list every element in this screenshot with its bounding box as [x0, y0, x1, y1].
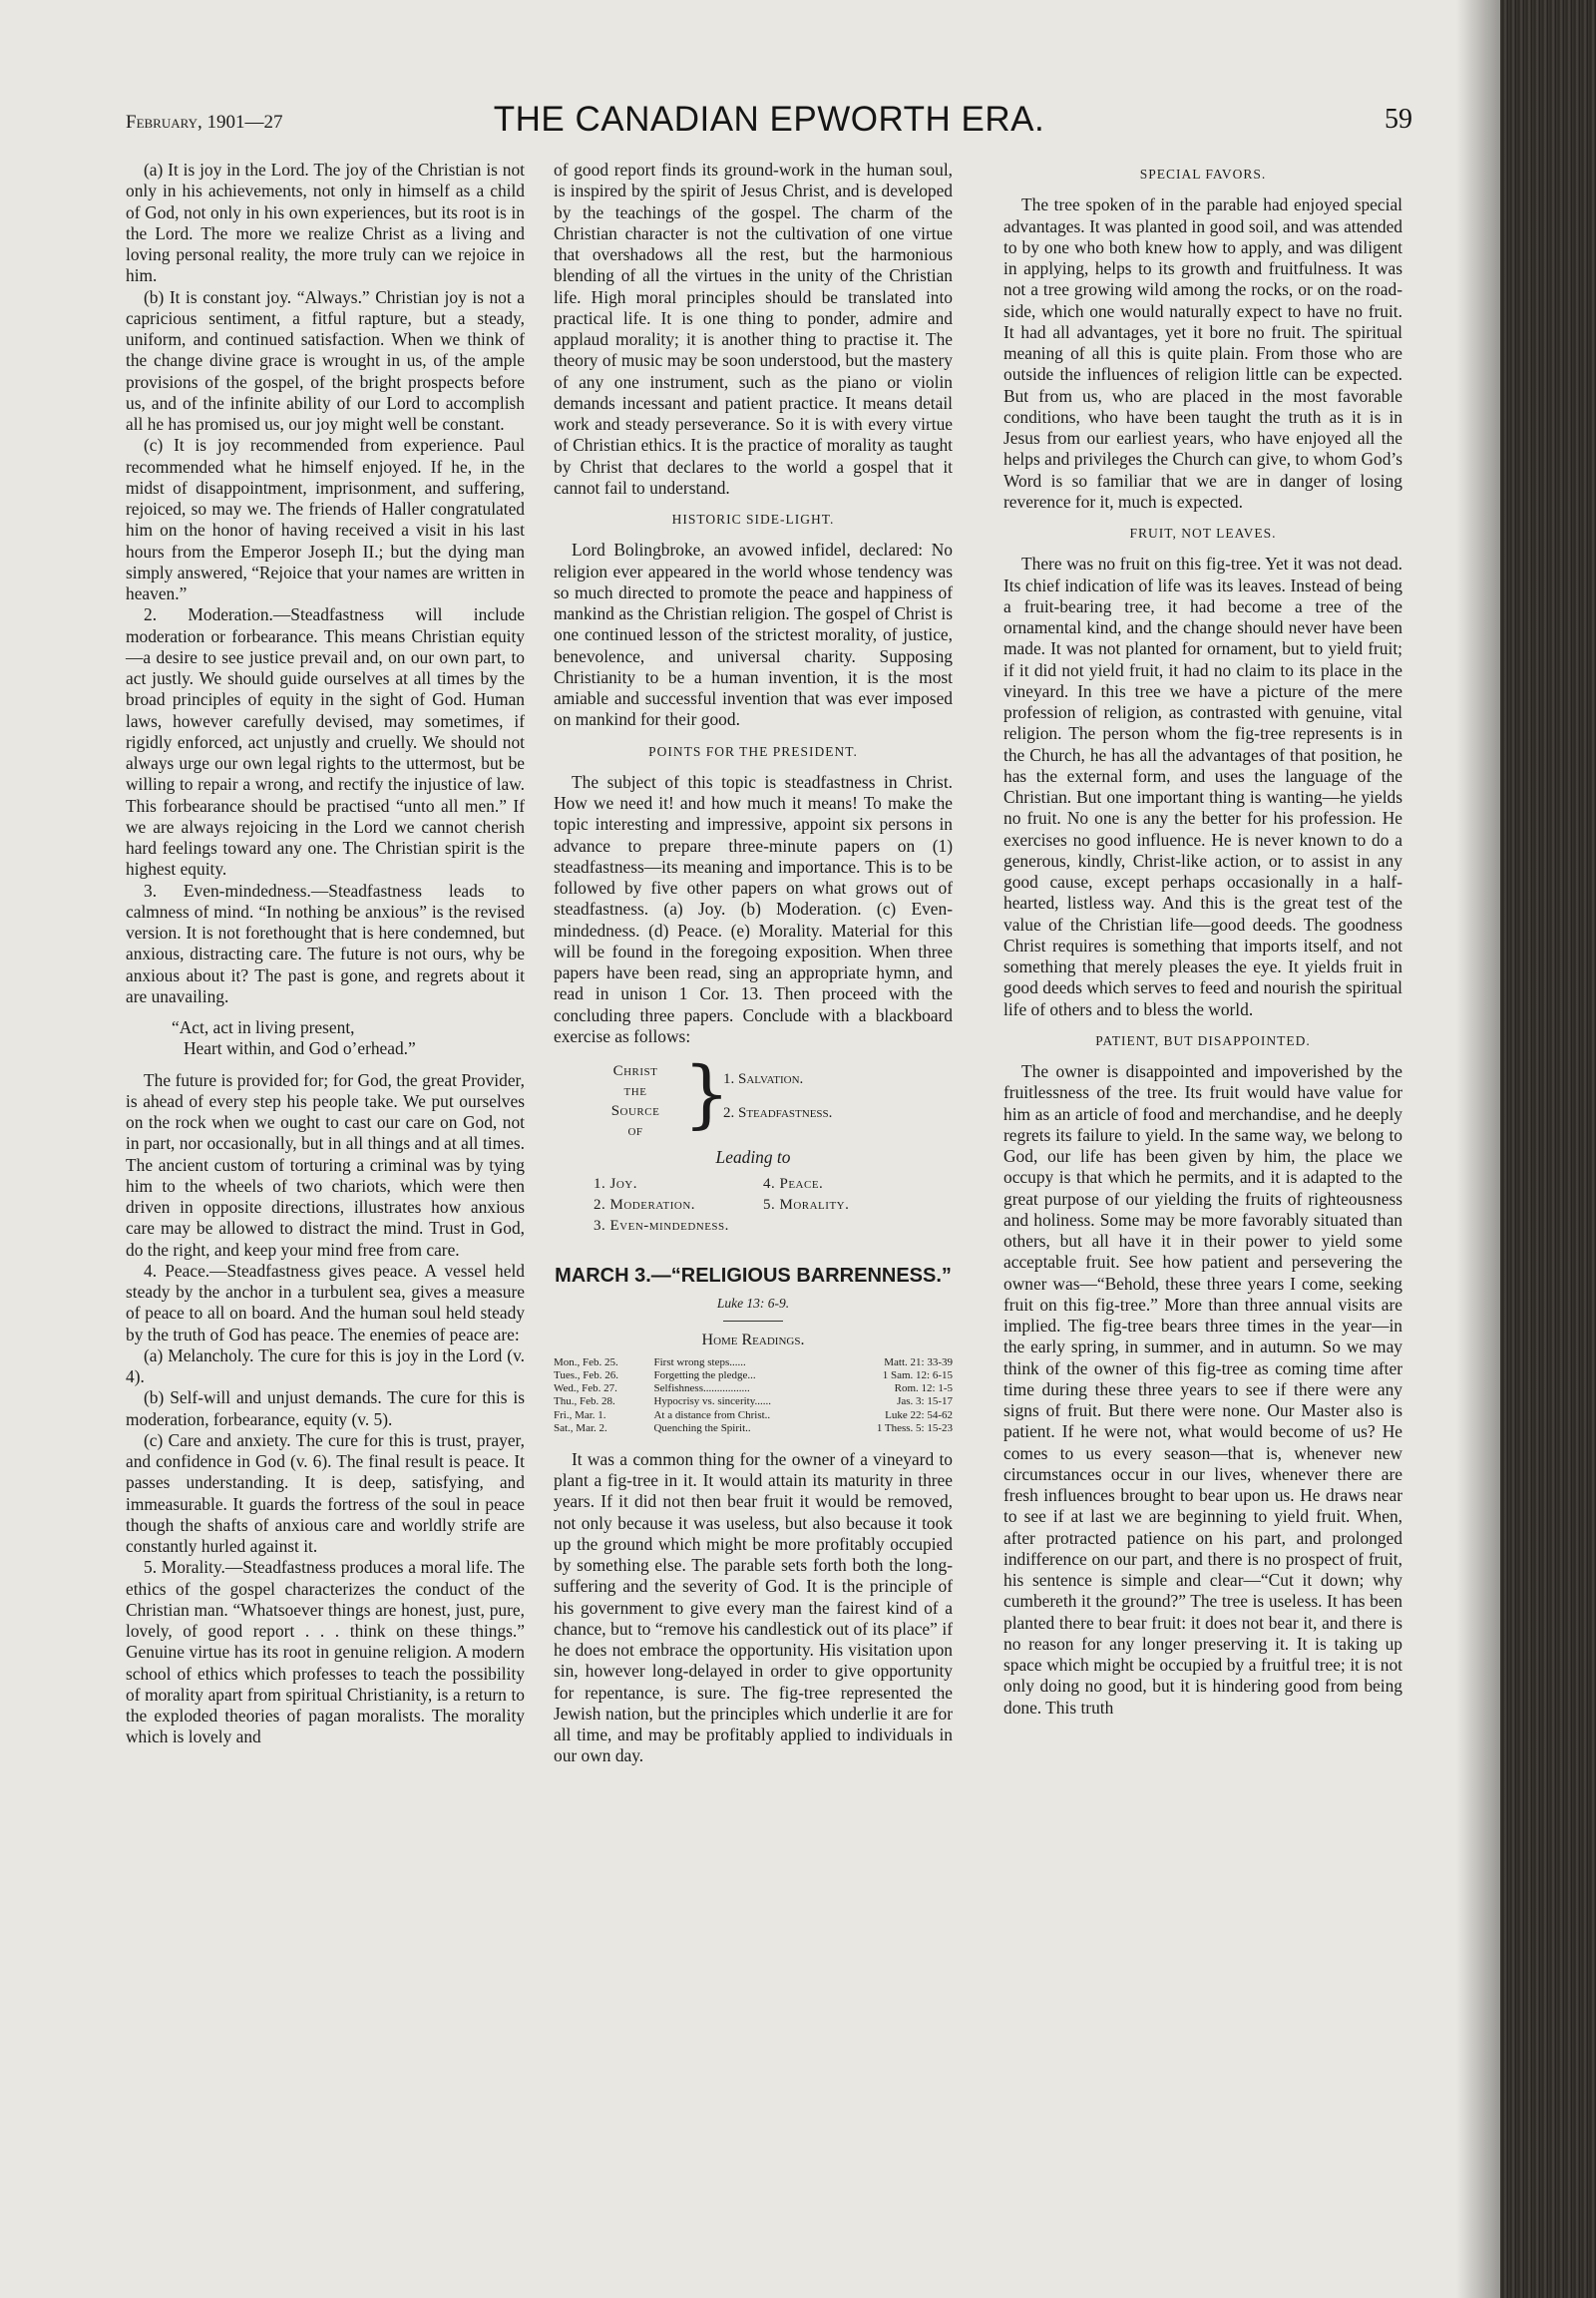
divider: [723, 1321, 783, 1322]
table-row: [554, 1422, 953, 1435]
blackboard-word: Source: [610, 1103, 660, 1119]
publication-title: THE CANADIAN EPWORTH ERA.: [493, 100, 1045, 139]
blackboard-item: 1. Salvation.: [723, 1071, 804, 1087]
reading-ref: Jas. 3: 15-17: [897, 1395, 953, 1408]
blackboard-list-item: 4. Peace.: [763, 1176, 824, 1193]
blackboard-item: 2. Steadfastness.: [723, 1105, 833, 1121]
brace-glyph: }: [683, 1051, 731, 1137]
home-readings-title: Home Readings.: [701, 1331, 805, 1348]
lesson-heading: MARCH 3.—“RELIGIOUS BARRENNESS.”: [555, 1265, 952, 1288]
reading-ref: 1 Thess. 5: 15-23: [876, 1421, 953, 1434]
reading-day: Sat., Mar. 2.: [554, 1421, 607, 1434]
blackboard-left: [596, 1061, 675, 1141]
blackboard-list-item: 5. Morality.: [763, 1197, 850, 1214]
blackboard-list-item: 1. Joy.: [594, 1176, 637, 1193]
section-heading: PATIENT, BUT DISAPPOINTED.: [1095, 1032, 1311, 1048]
section-heading: SPECIAL FAVORS.: [1139, 167, 1267, 182]
paragraph: (b) It is constant joy. “Always.” Christian joy is not a capricious sentiment, a fitful rapture, but a steady, uniform, and continued satisfaction. When we think of the change divine grace is wrought in us, of the ample provisions of the gospel, of the bright prospects before us, and of the infinite ability of our Lord to accomplish all he has promised us, our joy might well be constant.: [126, 286, 525, 434]
reading-ref: Rom. 12: 1-5: [894, 1382, 953, 1395]
reading-ref: Luke 22: 54-62: [885, 1408, 953, 1421]
reading-day: Mon., Feb. 25.: [554, 1355, 618, 1368]
home-readings-table: [554, 1356, 953, 1435]
paragraph: 2. Moderation.—Steadfastness will include moderation or forbearance. This means Christian equity—a desire to see justice prevail and, on our own part, to act justly. We should guide ourselves at all times by the broad principles of equity in the sight of God. Human laws, however carefully devised, may sometimes, if rigidly enforced, act unjustly and cruelly. We should not always urge our own legal rights to the uttermost, but be willing to repair a wrong, and rectify the injustice of law. This forbearance should be practised “unto all men.” If we are always rejoicing in the Lord we cannot cherish hard feelings toward any one. The Christian spirit is the highest equity.: [126, 604, 525, 880]
lesson-reference: Luke 13: 6-9.: [716, 1296, 790, 1312]
page-header: [126, 100, 1412, 146]
table-row: [554, 1409, 953, 1422]
section-heading: POINTS FOR THE PRESIDENT.: [648, 743, 858, 759]
paragraph: The owner is disappointed and impoverished by the fruitlessness of the tree. Its fruit would have value for him as an article of food and merchandise, and he deeply regrets its failure to yield. In the same way, we belong to God, our life has been given by him, the place we occupy is that which he permits, and it is adapted to the great purpose of our yielding the fruits of righteousness and holiness. Some may be more favorably situated than others, but all have it in their power to yield some acceptable fruit. See how patient and persevering the owner was—“Behold, these three years I come, seeking fruit on this fig-tree.” More than three annual visits are implied. The fig-tree bears three times in the year—in the early spring, in summer, and in autumn. So we may think of the owner of this fig-tree as coming time after time during these three years to see if there were any signs of fruit. But there were none. Our Master also is patient. If he were not, what would become of us? He comes to us every season—that is, whenever new circumstances occur in our lives, whenever there are fresh influences brought to bear upon us. He draws near to see if at last we are beginning to yield fruit. When, after protracted patience on his part, and prolonged indifference on our part, and there is no prospect of fruit, his sentence is simple and clear—“Cut it down; why cumbereth it the ground?” The tree is useless. It has been planted there to bear fruit: it does not bear it, and there is no reason for any longer preserving it. It is taking up space which might be occupied by a fruitful tree; it is not only doing no good, but it is hindering good from being done. This truth: [1003, 1061, 1402, 1718]
reading-ref: Matt. 21: 33-39: [884, 1355, 953, 1368]
table-row: [554, 1382, 953, 1395]
blackboard-list-item: 2. Moderation.: [594, 1197, 696, 1214]
paragraph: 4. Peace.—Steadfastness gives peace. A vessel held steady by the anchor in a turbulent sea, gives a measure of peace to all on board. And the human soul held steady by the truth of God has peace. The enemies of peace are:: [126, 1260, 525, 1344]
paragraph: (c) Care and anxiety. The cure for this is trust, prayer, and confidence in God (v. 6). The final result is peace. It passes understanding. It is deep, satisfying, and immeasurable. It guards the fortress of the soul in peace though the shafts of anxious care and worldly strife are constantly hurled against it.: [126, 1429, 525, 1556]
reading-day: Tues., Feb. 26.: [554, 1368, 618, 1381]
verse-quote: [172, 1017, 525, 1060]
reading-ref: 1 Sam. 12: 6-15: [882, 1368, 953, 1381]
section-heading: FRUIT, NOT LEAVES.: [1129, 526, 1277, 541]
blackboard-leading: Leading to: [715, 1147, 791, 1167]
blackboard-word: of: [627, 1123, 643, 1139]
page-number: 59: [1385, 104, 1412, 135]
paragraph: 5. Morality.—Steadfastness produces a moral life. The ethics of the gospel characterizes the conduct of the Christian man. “Whatsoever things are honest, just, pure, lovely, of good report . . . think on these things.” Genuine virtue has its root in genuine religion. A modern school of ethics which professes to teach the possibility of morality apart from spiritual Christianity, is a return to the exploded theories of pagan moralists. The morality which is lovely and: [126, 1557, 525, 1747]
gutter-shadow: [1456, 0, 1500, 2298]
paragraph: The future is provided for; for God, the great Provider, is ahead of every step his people take. We put ourselves on the rock when we ought to cast our care on God, not in part, nor occasionally, but in all things and at all times. The ancient custom of torturing a criminal was by tying him to the wheels of two chariots, which were then driven in opposite directions, illustrates how anxious care may be allowed to distract the mind. Trust in God, do the right, and keep your mind free from care.: [126, 1069, 525, 1260]
blackboard-list-item: 3. Even-mindedness.: [594, 1218, 729, 1235]
verse-line: Heart within, and God o’erhead.”: [184, 1038, 416, 1059]
column-3: [1003, 160, 1402, 1719]
issue-date: February, 1901—27: [126, 112, 283, 133]
paragraph: of good report finds its ground-work in the human soul, is inspired by the spirit of Jesus Christ, and is developed by the teachings of the gospel. The charm of the Christian character is not the cultivation of one virtue that overshadows all the rest, but the harmonious blending of all the virtues in the unity of the Christian life. High moral principles should be translated into practical life. It is one thing to ponder, admire and applaud morality; it is another thing to practise it. The theory of music may be soon understood, but the mastery of any one instrument, such as the piano or violin demands incessant and patient practice. It means detail work and steady perseverance. So it is with every virtue of Christian ethics. It is the practice of morality as taught by Christ that declares to the world a gospel that it cannot fail to understand.: [554, 160, 953, 498]
paragraph: There was no fruit on this fig-tree. Yet it was not dead. Its chief indication of life was its leaves. Instead of being a fruit-bearing tree, it had become a tree of the ornamental kind, and the change should never have been made. It was not planted for ornament, but to yield fruit; if it did not yield fruit, it had no claim to its place in the vineyard. In this tree we have a picture of the mere profession of religion, as contrasted with genuine, vital religion. The person whom the fig-tree represents is in the Church, he has all the advantages of that position, he has the external form, and uses the language of the Christian. But one important thing is wanting—he yields no fruit. No one is any the better for his profession. He exercises no good influence. He is never known to do a generous, kindly, Christ-like action, or to assist in any good cause, except perhaps occasionally in a half-hearted, listless way. And this is the great test of the value of the Christian life—good deeds. The goodness Christ requires is something that imports itself, and not something that merely pleases the eye. It yields fruit in good deeds which serves to feed and nourish the spiritual life of others and to bless the world.: [1003, 554, 1402, 1019]
reading-text: At a distance from Christ..: [653, 1408, 771, 1421]
paragraph: Lord Bolingbroke, an avowed infidel, declared: No religion ever appeared in the world whose tendency was so much directed to promote the peace and happiness of mankind as the Christian religion. The gospel of Christ is one continued lesson of the strictest morality, of justice, benevolence, and universal charity. Supposing Christianity to be a human invention, it is the most amiable and successful invention that was ever imposed on mankind for their good.: [554, 540, 953, 730]
blackboard-word: Christ: [612, 1063, 658, 1079]
paragraph: (a) Melancholy. The cure for this is joy in the Lord (v. 4).: [126, 1344, 525, 1386]
paragraph: (c) It is joy recommended from experience. Paul recommended what he himself enjoyed. If he, in the midst of disappointment, imprisonment, and suffering, rejoiced, so may we. The friends of Haller congratulated him on the honor of having received a visit in his last hours from the Emperor Joseph II.; but the dying man simply answered, “Rejoice that your names are written in heaven.”: [126, 435, 525, 603]
table-row: [554, 1356, 953, 1369]
paragraph: (b) Self-will and unjust demands. The cure for this is moderation, forbearance, equity (v. 5).: [126, 1387, 525, 1429]
reading-text: First wrong steps......: [653, 1355, 746, 1368]
column-2: [554, 160, 953, 1767]
paragraph: It was a common thing for the owner of a vineyard to plant a fig-tree in it. It would attain its maturity in three years. If it did not then bear fruit it would be removed, not only because it was useless, but also because it took up the ground which might be more profitably occupied by something else. The parable sets forth both the long-suffering and the severity of God. It is the principle of his government to give every man the fairest kind of a chance, but to “remove his candlestick out of its place” if he does not embrace the opportunity. His visitation upon sin, however long-delayed in order to give opportunity for repentance, is sure. The fig-tree represented the Jewish nation, but the principles which underlie it are for all time, and may be profitably applied to individuals in our own day.: [554, 1448, 953, 1766]
paragraph: 3. Even-mindedness.—Steadfastness leads to calmness of mind. “In nothing be anxious” is the revised version. It is not forethought that is here condemned, but anxious, distracting care. The future is not ours, why be anxious about it? The past is gone, and regrets about it are unavailing.: [126, 880, 525, 1006]
paragraph: (a) It is joy in the Lord. The joy of the Christian is not only in his achievements, not only in himself as a child of God, not only in his own experiences, but its root is in the Lord. The more we realize Christ as a living and loving personal reality, the more truly can we rejoice in him.: [126, 160, 525, 286]
section-heading: HISTORIC SIDE-LIGHT.: [671, 512, 835, 527]
paragraph: The subject of this topic is steadfastness in Christ. How we need it! and how much it means! To make the topic interesting and impressive, appoint six persons in advance to prepare three-minute papers on (1) steadfastness—its meaning and importance. This is to be followed by five other papers on what grows out of steadfastness. (a) Joy. (b) Moderation. (c) Even-mindedness. (d) Peace. (e) Morality. Material for this will be found in the foregoing exposition. When three papers have been read, sing an appropriate hymn, and read in unison 1 Cor. 13. Then proceed with the concluding three papers. Conclude with a blackboard exercise as follows:: [554, 771, 953, 1046]
table-row: [554, 1395, 953, 1408]
table-row: [554, 1369, 953, 1382]
reading-text: Hypocrisy vs. sincerity......: [653, 1395, 772, 1408]
book-page-edges: [1500, 0, 1596, 2298]
reading-text: Forgetting the pledge...: [653, 1368, 756, 1381]
reading-day: Wed., Feb. 27.: [554, 1382, 617, 1395]
blackboard-exercise: [554, 1051, 953, 1141]
paragraph: The tree spoken of in the parable had enjoyed special advantages. It was planted in good soil, and was attended to by one who both knew how to apply, and was diligent in applying, helps to its growth and fruitfulness. It was not a tree growing wild among the rocks, or on the road-side, which one would naturally expect to have no fruit. It had all advantages, yet it bore no fruit. The spiritual meaning of all this is quite plain. From those who are outside the influences of religion little can be expected. But from us, who are placed in the most favorable conditions, who have been taught the truth as it is in Jesus from our earliest years, who have enjoyed all the helps and privileges the Church can give, to whom God’s Word is so familiar that we are in danger of losing reverence for it, much is expected.: [1003, 194, 1402, 512]
blackboard-list: [554, 1174, 953, 1237]
column-1: [126, 160, 525, 1748]
reading-day: Thu., Feb. 28.: [554, 1395, 615, 1408]
reading-text: Quenching the Spirit..: [653, 1421, 751, 1434]
reading-day: Fri., Mar. 1.: [554, 1408, 606, 1421]
blackboard-word: the: [623, 1083, 647, 1099]
verse-line: “Act, act in living present,: [172, 1017, 355, 1037]
reading-text: Selfishness.................: [653, 1382, 750, 1395]
